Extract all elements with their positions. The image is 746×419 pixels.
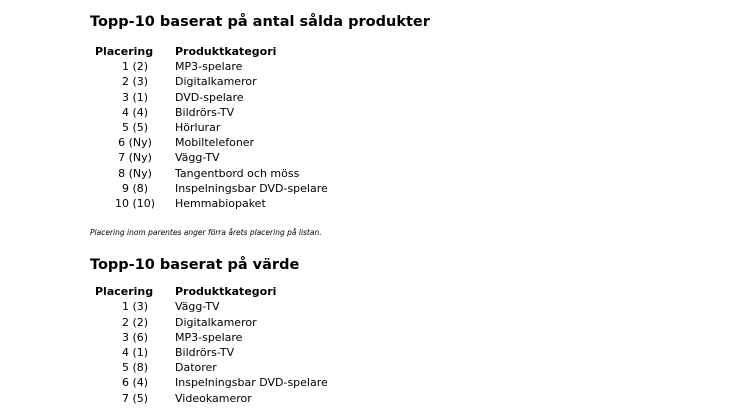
category-cell: Digitalkameror bbox=[175, 75, 257, 89]
placement-cell: 4 (4) bbox=[121, 105, 149, 119]
category-cell: Inspelningsbar DVD-spelare bbox=[175, 181, 328, 195]
category-cell: Hörlurar bbox=[175, 121, 221, 135]
placement-cell: 7 (5) bbox=[121, 391, 149, 405]
placement-cell: 3 (6) bbox=[121, 330, 149, 344]
placement-cell: 6 (Ny) bbox=[118, 136, 152, 150]
table-row bbox=[95, 181, 328, 196]
table-header-row bbox=[95, 284, 328, 299]
placement-cell: 9 (8) bbox=[121, 181, 149, 195]
category-cell: Videokameror bbox=[175, 391, 252, 405]
category-cell: Tangentbord och möss bbox=[175, 166, 300, 180]
table-row bbox=[95, 196, 328, 211]
category-cell: MP3-spelare bbox=[175, 330, 243, 344]
category-cell: Inspelningsbar DVD-spelare bbox=[175, 376, 328, 390]
category-cell: Datorer bbox=[175, 361, 217, 375]
document-page bbox=[90, 0, 730, 406]
placement-cell: 1 (3) bbox=[121, 300, 149, 314]
placement-header: Placering bbox=[95, 285, 154, 299]
table-row bbox=[95, 166, 328, 181]
placement-cell: 3 (1) bbox=[121, 90, 149, 104]
category-cell: Hemmabiopaket bbox=[175, 197, 266, 211]
table-row bbox=[95, 120, 328, 135]
category-cell: Digitalkameror bbox=[175, 315, 257, 329]
placement-cell: 2 (3) bbox=[121, 75, 149, 89]
category-cell: MP3-spelare bbox=[175, 60, 243, 74]
table-row bbox=[95, 315, 328, 330]
table-row bbox=[95, 345, 328, 360]
category-cell: Vägg-TV bbox=[175, 300, 220, 314]
placement-cell: 2 (2) bbox=[121, 315, 149, 329]
category-cell: Mobiltelefoner bbox=[175, 136, 255, 150]
placement-cell: 5 (5) bbox=[121, 121, 149, 135]
table-row bbox=[95, 74, 328, 89]
table-row bbox=[95, 90, 328, 105]
category-header: Produktkategori bbox=[175, 285, 277, 299]
table-row bbox=[95, 105, 328, 120]
category-cell: Bildrörs-TV bbox=[175, 346, 235, 360]
category-cell: Vägg-TV bbox=[175, 151, 220, 165]
category-cell: Bildrörs-TV bbox=[175, 105, 235, 119]
placement-cell: 6 (4) bbox=[121, 376, 149, 390]
placement-header: Placering bbox=[95, 45, 154, 58]
table-row bbox=[95, 360, 328, 375]
placement-cell: 5 (8) bbox=[121, 361, 149, 375]
ranking-table-units-sold bbox=[95, 44, 328, 211]
ranking-table-value bbox=[95, 284, 328, 406]
category-header: Produktkategori bbox=[175, 45, 277, 58]
table-header-row bbox=[95, 44, 328, 59]
table-row bbox=[95, 150, 328, 165]
section-title-value: Topp-10 baserat på värde bbox=[90, 257, 300, 274]
placement-cell: 1 (2) bbox=[121, 60, 149, 74]
table-row bbox=[95, 135, 328, 150]
intro-text-fragment bbox=[90, 0, 730, 2]
table-row bbox=[95, 330, 328, 345]
placement-cell: 4 (1) bbox=[121, 346, 149, 360]
table-row bbox=[95, 375, 328, 390]
category-cell: DVD-spelare bbox=[175, 90, 244, 104]
table-row bbox=[95, 391, 328, 406]
placement-cell: 7 (Ny) bbox=[118, 151, 152, 165]
section-title-units-sold: Topp-10 baserat på antal sålda produkter bbox=[90, 14, 430, 30]
placement-cell: 8 (Ny) bbox=[118, 166, 152, 180]
table-row bbox=[95, 59, 328, 74]
placement-cell: 10 (10) bbox=[114, 197, 156, 211]
placement-footnote: Placering inom parentes anger förra årets placering på listan. bbox=[90, 228, 322, 238]
table-row bbox=[95, 299, 328, 314]
